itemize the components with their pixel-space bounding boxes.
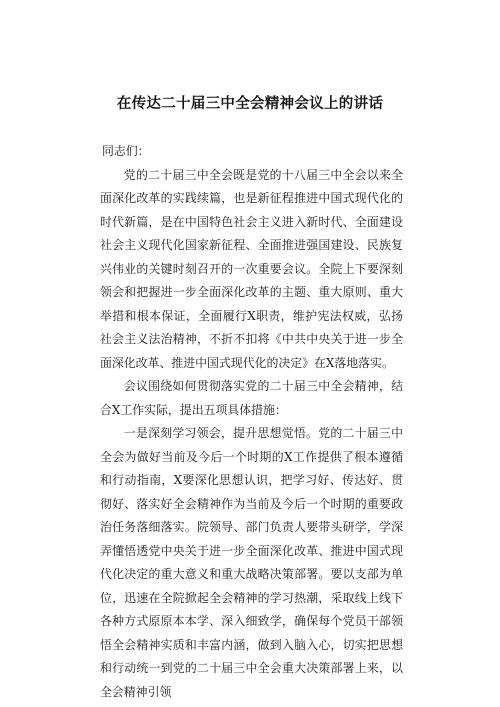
paragraph-2: 会议围绕如何贯彻落实党的二十届三中全会精神，结合X工作实际，提出五项具体措施：: [100, 379, 403, 417]
document-body: [100, 140, 403, 704]
paragraph-3: 一是深刻学习领会，提升思想觉悟。党的二十届三中全会为做好当前及今后一个时期的X工作提供了根本遵循和行动指南，X要深化思想认识，把学习好、传达好、贯彻好、落实好全会精神作为当前及今后一个时期的重要政治任务落细落实。院领导、部门负责人要带头研学，学深弄懂悟透党中央关于进一步全面深化改革、推进中国式现代化决定的重大意义和重大战略决策部署。要以支部为单位，迅速在全院掀起全会精神的学习热潮，采取线上线下各种方式原原本本学、深入细致学，确保每个党员干部领悟全会精神实质和丰富内涵，做到入脑入心，切实把思想和行动统一到党的二十届三中全会重大决策部署上来，以全会精神引领: [100, 426, 403, 699]
salutation: 同志们：: [102, 144, 150, 158]
paragraph-1: 党的二十届三中全会既是党的十八届三中全会以来全面深化改革的实践续篇，也是新征程推进中国式现代化的时代新篇，是在中国特色社会主义进入新时代、全面建设社会主义现代化国家新征程、全面推进强国建设、民族复兴伟业的关键时刻召开的一次重要会议。全院上下要深刻领会和把握进一步全面深化改革的主题、重大原则、重大举措和根本保证，全面履行X职责，维护宪法权威，弘扬社会主义法治精神，不折不扣将《中共中央关于进一步全面深化改革、推进中国式现代化的决定》在X落地落实。: [100, 167, 403, 370]
document-title: 在传达二十届三中全会精神会议上的讲话: [116, 96, 384, 112]
